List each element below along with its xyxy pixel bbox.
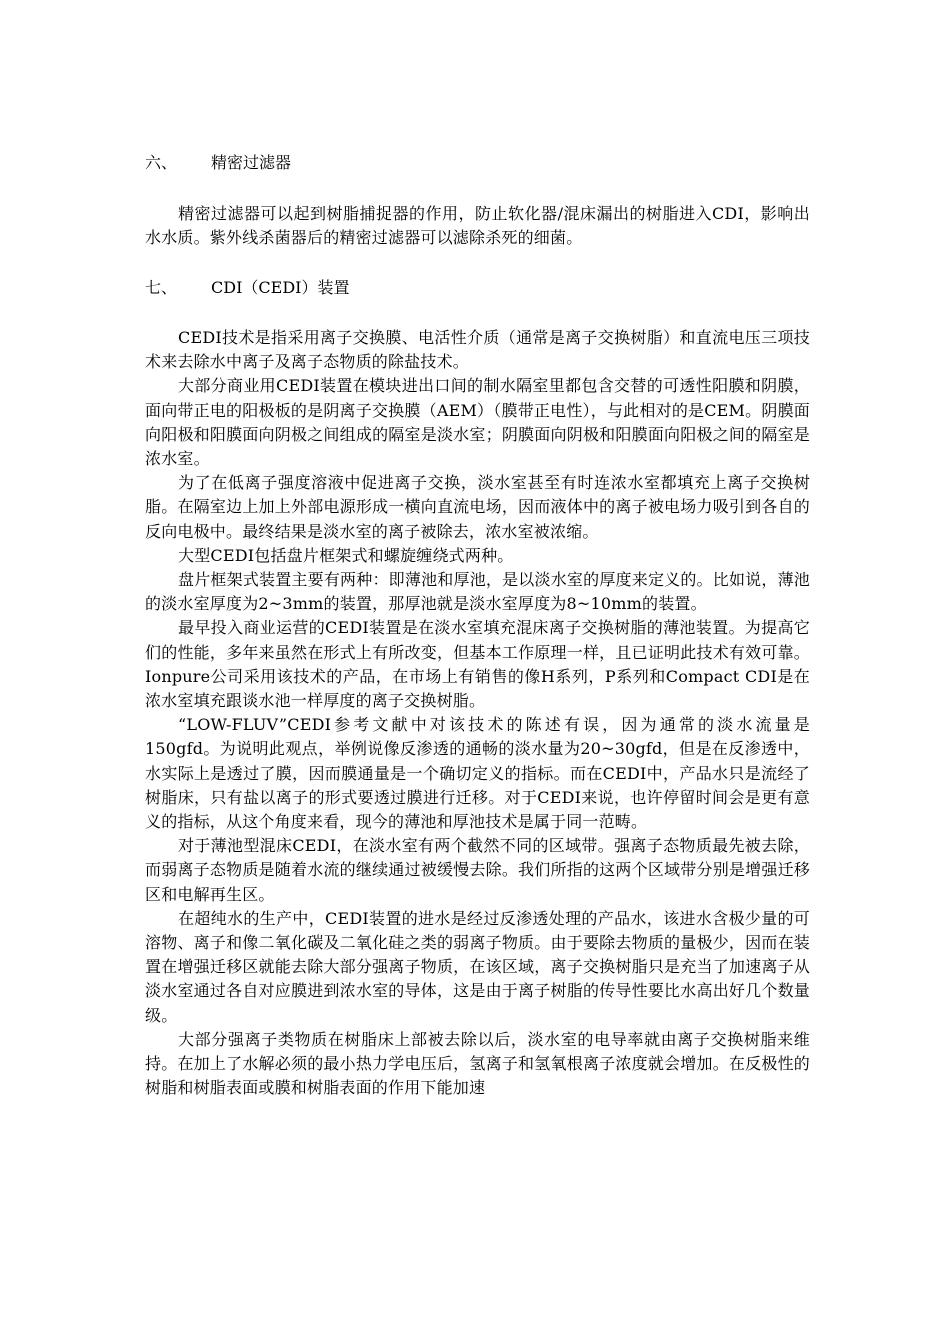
paragraph: CEDI技术是指采用离子交换膜、电活性介质（通常是离子交换树脂）和直流电压三项技术来去除水中离子及离子态物质的除盐技术。 [145,328,810,372]
section-7-body [145,326,810,1101]
paragraph: 盘片框架式装置主要有两种：即薄池和厚池，是以淡水室的厚度来定义的。比如说，薄池的淡水室厚度为2~3mm的装置，那厚池就是淡水室厚度为8~10mm的装置。 [145,570,810,614]
section-6-body [145,202,810,250]
paragraph: 大部分商业用CEDI装置在模块进出口间的制水隔室里都包含交替的可透性阳膜和阴膜，面向带正电的阳极板的是阴离子交换膜（AEM）（膜带正电性），与此相对的是CEM。阴膜面向阳极和阳膜面向阴极之间组成的隔室是淡水室；阴膜面向阴极和阳膜面向阳极之间的隔室是浓水室。 [145,376,810,469]
section-6-number: 六、 [145,153,178,172]
paragraph: 精密过滤器可以起到树脂捕捉器的作用，防止软化器/混床漏出的树脂进入CDI，影响出水水质。紫外线杀菌器后的精密过滤器可以滤除杀死的细菌。 [145,204,810,248]
paragraph: 在超纯水的生产中，CEDI装置的进水是经过反渗透处理的产品水，该进水含极少量的可溶物、离子和像二氧化碳及二氧化硅之类的弱离子物质。由于要除去物质的量极少，因而在装置在增强迁移区就能去除大部分强离子物质，在该区域，离子交换树脂只是充当了加速离子从淡水室通过各自对应膜进到浓水室的导体，这是由于离子树脂的传导性要比水高出好几个数量级。 [145,908,810,1025]
section-6-heading [145,151,291,175]
section-6-title: 精密过滤器 [211,153,292,172]
section-7-number: 七、 [145,278,178,297]
paragraph: 大部分强离子类物质在树脂床上部被去除以后，淡水室的电导率就由离子交换树脂来维持。在加上了水解必须的最小热力学电压后，氢离子和氢氧根离子浓度就会增加。在反极性的树脂和树脂表面或膜和树脂表面的作用下能加速 [145,1029,810,1098]
section-7-heading [145,276,349,300]
paragraph: 大型CEDI包括盘片框架式和螺旋缠绕式两种。 [178,545,514,565]
paragraph: 对于薄池型混床CEDI，在淡水室有两个截然不同的区域带。强离子态物质最先被去除，而弱离子态物质是随着水流的继续通过被缓慢去除。我们所指的这两个区域带分别是增强迁移区和电解再生区。 [145,836,810,904]
paragraph: 最早投入商业运营的CEDI装置是在淡水室填充混床离子交换树脂的薄池装置。为提高它们的性能，多年来虽然在形式上有所改变，但基本工作原理一样，且已证明此技术有效可靠。Ionpure公司采用该技术的产品，在市场上有销售的像H系列，P系列和Compact CDI是在浓水室填充跟谈水池一样厚度的离子交换树脂。 [145,618,810,711]
paragraph: 为了在低离子强度溶液中促进离子交换，淡水室甚至有时连浓水室都填充上离子交换树脂。在隔室边上加上外部电源形成一横向直流电场，因而液体中的离子被电场力吸引到各自的反向电极中。最终结果是淡水室的离子被除去，浓水室被浓缩。 [145,473,810,541]
section-7-title: CDI（CEDI）装置 [211,278,350,297]
paragraph: “LOW-FLUV”CEDI参考文献中对该技术的陈述有误，因为通常的淡水流量是150gfd。为说明此观点，举例说像反渗透的通畅的淡水量为20~30gfd，但是在反渗透中，水实际上是透过了膜，因而膜通量是一个确切定义的指标。而在CEDI中，产品水只是流经了树脂床，只有盐以离子的形式要透过膜进行迁移。对于CEDI来说，也许停留时间会是更有意义的指标，从这个角度来看，现今的薄池和厚池技术是属于同一范畴。 [145,715,810,832]
